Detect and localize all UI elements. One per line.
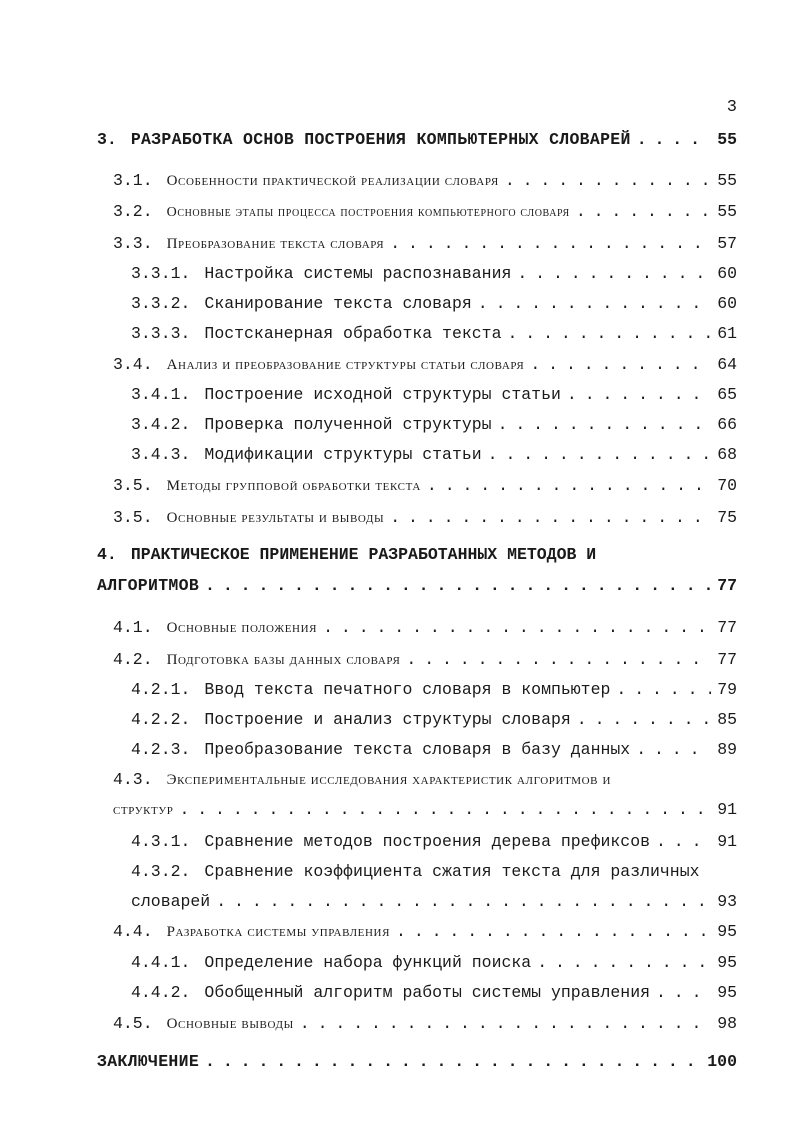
dot-leader bbox=[656, 983, 711, 1002]
entry-page: 60 bbox=[717, 264, 737, 283]
entry-page: 77 bbox=[717, 618, 737, 637]
entry-number: 3.3.2. bbox=[131, 294, 191, 313]
entry-title: Определение набора функций поиска bbox=[204, 953, 532, 972]
entry-number: 3.5. bbox=[113, 476, 153, 495]
toc-entry-4-3-line2[interactable] bbox=[113, 800, 737, 819]
entry-title: Проверка полученной структуры bbox=[204, 415, 492, 434]
entry-page: 98 bbox=[717, 1014, 737, 1033]
dot-leader bbox=[406, 650, 711, 669]
dot-leader bbox=[205, 576, 711, 595]
entry-title: Основные этапы процесса построения компьютерного словаря bbox=[166, 205, 570, 220]
toc-entry-3-3-1[interactable] bbox=[131, 264, 737, 283]
entry-number: 3.5. bbox=[113, 508, 153, 527]
entry-page: 68 bbox=[717, 445, 737, 464]
entry-number: 3.3.1. bbox=[131, 264, 191, 283]
dot-leader bbox=[517, 264, 711, 283]
entry-number: 4.2.2. bbox=[131, 710, 191, 729]
toc-entry-4-3-2-line2[interactable] bbox=[131, 892, 737, 911]
entry-page: 60 bbox=[717, 294, 737, 313]
entry-page: 95 bbox=[717, 922, 737, 941]
entry-title: Основные выводы bbox=[166, 1016, 294, 1032]
entry-number: 3.1. bbox=[113, 171, 153, 190]
entry-number: 4.1. bbox=[113, 618, 153, 637]
toc-entry-4-4-2[interactable] bbox=[131, 983, 737, 1002]
dot-leader bbox=[300, 1014, 711, 1033]
toc-entry-chapter-4-line1[interactable] bbox=[97, 545, 596, 564]
dot-leader bbox=[537, 953, 711, 972]
entry-number: 4.4.2. bbox=[131, 983, 191, 1002]
entry-title: Обобщенный алгоритм работы системы управления bbox=[204, 983, 650, 1002]
entry-title: Сравнение методов построения дерева префиксов bbox=[204, 832, 650, 851]
dot-leader bbox=[567, 385, 711, 404]
dot-leader bbox=[636, 740, 711, 759]
entry-title: Особенности практической реализации словаря bbox=[166, 173, 499, 189]
entry-number: 3.3. bbox=[113, 234, 153, 253]
entry-page: 95 bbox=[717, 953, 737, 972]
entry-number: 4.2.3. bbox=[131, 740, 191, 759]
toc-entry-4-4[interactable] bbox=[113, 922, 737, 941]
toc-entry-3-4-2[interactable] bbox=[131, 415, 737, 434]
toc-entry-3-5-results[interactable] bbox=[113, 508, 737, 527]
dot-leader bbox=[576, 202, 711, 221]
toc-entry-3-2[interactable] bbox=[113, 202, 737, 221]
entry-page: 93 bbox=[717, 892, 737, 911]
entry-page: 70 bbox=[717, 476, 737, 495]
page-number: 3 bbox=[726, 98, 737, 117]
toc-entry-4-3-1[interactable] bbox=[131, 832, 737, 851]
entry-title: Сканирование текста словаря bbox=[204, 294, 472, 313]
entry-number: 3.4.3. bbox=[131, 445, 191, 464]
dot-leader bbox=[507, 324, 711, 343]
entry-title: Преобразование текста словаря в базу данных bbox=[204, 740, 631, 759]
entry-title: Методы групповой обработки текста bbox=[166, 478, 421, 494]
entry-page: 66 bbox=[717, 415, 737, 434]
entry-page: 55 bbox=[717, 202, 737, 221]
entry-page: 95 bbox=[717, 983, 737, 1002]
entry-page: 100 bbox=[707, 1052, 737, 1071]
dot-leader bbox=[205, 1052, 701, 1071]
entry-title: Преобразование текста словаря bbox=[166, 236, 385, 252]
entry-number: 4.2.1. bbox=[131, 680, 191, 699]
entry-title: Модификации структуры статьи bbox=[204, 445, 482, 464]
entry-number: 4.3.2. bbox=[131, 862, 191, 881]
entry-page: 85 bbox=[717, 710, 737, 729]
entry-page: 57 bbox=[717, 234, 737, 253]
entry-number: 4.2. bbox=[113, 650, 153, 669]
entry-number: 4.4. bbox=[113, 922, 153, 941]
entry-title: Подготовка базы данных словаря bbox=[166, 652, 401, 668]
dot-leader bbox=[488, 445, 712, 464]
dot-leader bbox=[478, 294, 711, 313]
toc-entry-3-3-3[interactable] bbox=[131, 324, 737, 343]
dot-leader bbox=[390, 508, 711, 527]
toc-entry-4-4-1[interactable] bbox=[131, 953, 737, 972]
entry-page: 65 bbox=[717, 385, 737, 404]
entry-number: 4.3. bbox=[113, 770, 153, 789]
toc-entry-3-3-2[interactable] bbox=[131, 294, 737, 313]
entry-number: 3. bbox=[97, 130, 117, 149]
entry-title: Сравнение коэффициента сжатия текста для различных bbox=[204, 862, 700, 881]
entry-page: 77 bbox=[717, 650, 737, 669]
dot-leader bbox=[530, 355, 711, 374]
entry-title: Анализ и преобразование структуры статьи словаря bbox=[166, 357, 525, 373]
entry-page: 77 bbox=[717, 576, 737, 595]
toc-entry-chapter-4-line2[interactable] bbox=[97, 576, 737, 595]
entry-title-continued: словарей bbox=[131, 892, 211, 911]
toc-entry-chapter-3[interactable] bbox=[97, 130, 737, 149]
entry-page: 75 bbox=[717, 508, 737, 527]
toc-entry-4-2-2[interactable] bbox=[131, 710, 737, 729]
dot-leader bbox=[498, 415, 712, 434]
entry-number: 4. bbox=[97, 545, 117, 564]
entry-title: Экспериментальные исследования характеристик алгоритмов и bbox=[166, 772, 612, 788]
entry-number: 3.3.3. bbox=[131, 324, 191, 343]
entry-page: 89 bbox=[717, 740, 737, 759]
dot-leader bbox=[505, 171, 711, 190]
entry-number: 3.4. bbox=[113, 355, 153, 374]
entry-page: 55 bbox=[717, 130, 737, 149]
entry-page: 64 bbox=[717, 355, 737, 374]
entry-page: 91 bbox=[717, 800, 737, 819]
entry-title: Постсканерная обработка текста bbox=[204, 324, 502, 343]
toc-entry-3-4[interactable] bbox=[113, 355, 737, 374]
entry-title: Построение и анализ структуры словаря bbox=[204, 710, 571, 729]
toc-entry-4-1[interactable] bbox=[113, 618, 737, 637]
entry-page: 61 bbox=[717, 324, 737, 343]
entry-title-continued: структур bbox=[113, 802, 174, 818]
toc-entry-4-2[interactable] bbox=[113, 650, 737, 669]
entry-title: Построение исходной структуры статьи bbox=[204, 385, 561, 404]
entry-title: Основные положения bbox=[166, 620, 318, 636]
toc-entry-4-5[interactable] bbox=[113, 1014, 737, 1033]
dot-leader bbox=[390, 234, 711, 253]
entry-title: ПРАКТИЧЕСКОЕ ПРИМЕНЕНИЕ РАЗРАБОТАННЫХ МЕТОДОВ И bbox=[130, 545, 597, 564]
entry-number: 4.4.1. bbox=[131, 953, 191, 972]
entry-page: 55 bbox=[717, 171, 737, 190]
toc-entry-4-3-line1[interactable] bbox=[113, 770, 611, 789]
entry-number: 3.4.2. bbox=[131, 415, 191, 434]
entry-title: Основные результаты и выводы bbox=[166, 510, 385, 526]
dot-leader bbox=[179, 800, 711, 819]
toc-entry-4-2-1[interactable] bbox=[131, 680, 737, 699]
entry-page: 79 bbox=[717, 680, 737, 699]
dot-leader bbox=[577, 710, 711, 729]
dot-leader bbox=[616, 680, 711, 699]
toc-entry-3-3[interactable] bbox=[113, 234, 737, 253]
toc-entry-3-5-methods[interactable] bbox=[113, 476, 737, 495]
entry-number: 3.2. bbox=[113, 202, 153, 221]
dot-leader bbox=[323, 618, 711, 637]
entry-title: Настройка системы распознавания bbox=[204, 264, 512, 283]
entry-title-continued: АЛГОРИТМОВ bbox=[97, 576, 200, 595]
entry-title: Разработка системы управления bbox=[166, 924, 391, 940]
toc-entry-3-4-1[interactable] bbox=[131, 385, 737, 404]
entry-number: 4.3.1. bbox=[131, 832, 191, 851]
toc-entry-4-2-3[interactable] bbox=[131, 740, 737, 759]
entry-number: 4.5. bbox=[113, 1014, 153, 1033]
entry-title: Ввод текста печатного словаря в компьютер bbox=[204, 680, 611, 699]
dot-leader bbox=[396, 922, 711, 941]
entry-title: РАЗРАБОТКА ОСНОВ ПОСТРОЕНИЯ КОМПЬЮТЕРНЫХ СЛОВАРЕЙ bbox=[130, 130, 631, 149]
toc-entry-conclusion[interactable] bbox=[97, 1052, 737, 1071]
dot-leader bbox=[637, 130, 711, 149]
toc-entry-3-4-3[interactable] bbox=[131, 445, 737, 464]
dot-leader bbox=[427, 476, 711, 495]
dot-leader bbox=[216, 892, 711, 911]
toc-entry-3-1[interactable] bbox=[113, 171, 737, 190]
toc-entry-4-3-2-line1[interactable] bbox=[131, 862, 700, 881]
entry-page: 91 bbox=[717, 832, 737, 851]
entry-title: ЗАКЛЮЧЕНИЕ bbox=[97, 1052, 200, 1071]
dot-leader bbox=[656, 832, 711, 851]
entry-number: 3.4.1. bbox=[131, 385, 191, 404]
